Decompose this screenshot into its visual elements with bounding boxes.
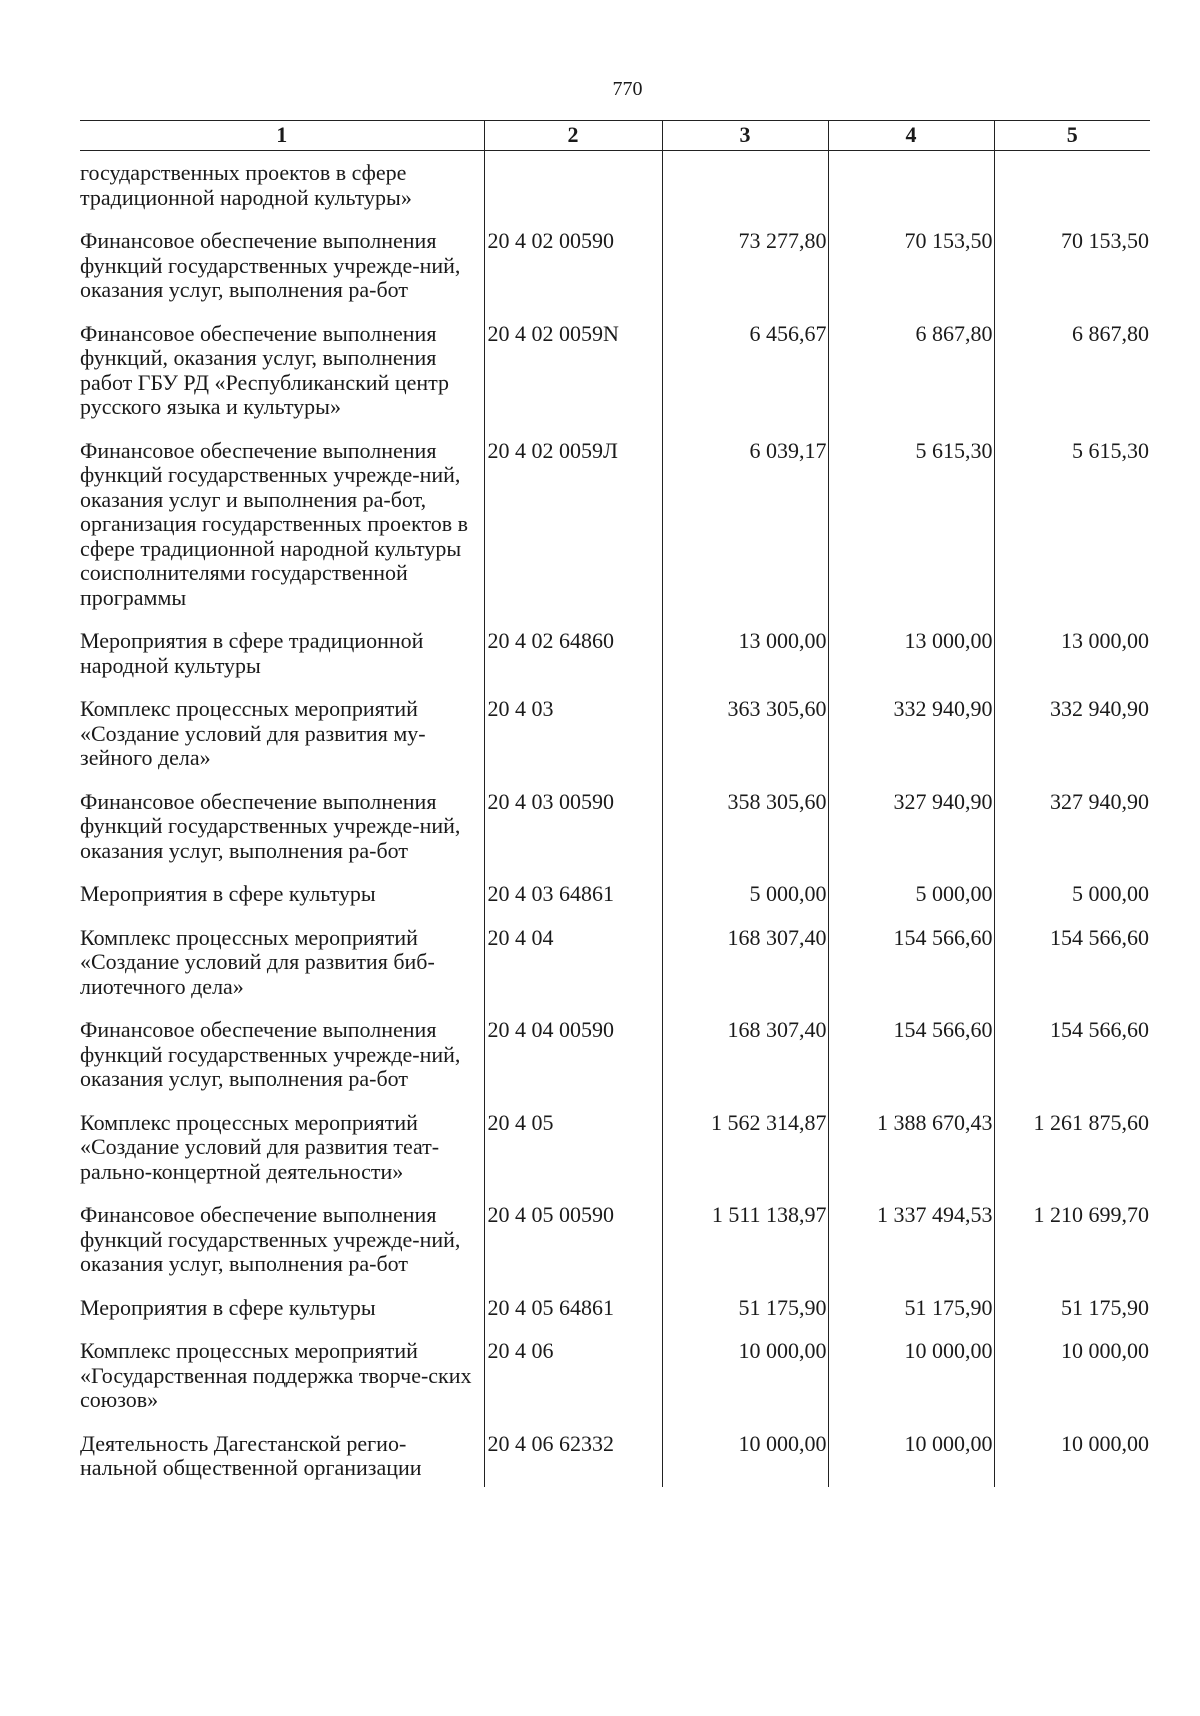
- row-code-cell: 20 4 02 00590: [484, 229, 662, 322]
- row-code-cell: 20 4 05 00590: [484, 1203, 662, 1296]
- row-name-cell: Мероприятия в сфере традиционной народной культуры: [80, 628, 424, 678]
- row-value-col3: 1 562 314,87: [662, 1111, 828, 1204]
- table-row: [80, 790, 1150, 883]
- row-value-col4: 154 566,60: [828, 926, 994, 1019]
- row-value-col4: 332 940,90: [828, 697, 994, 790]
- row-value-col5: 10 000,00: [994, 1339, 1150, 1432]
- table-row: [80, 926, 1150, 1019]
- row-name-cell: Мероприятия в сфере культуры: [80, 1294, 376, 1320]
- row-value-col5: 327 940,90: [994, 790, 1150, 883]
- table-row: [80, 629, 1150, 697]
- row-value-col3: 73 277,80: [662, 229, 828, 322]
- row-value-col4: 1 337 494,53: [828, 1203, 994, 1296]
- table-row: [80, 439, 1150, 630]
- row-value-col4: 51 175,90: [828, 1296, 994, 1340]
- row-name-cell: Деятельность Дагестанской регио-нальной общественной организации: [80, 1430, 422, 1480]
- row-code-cell: 20 4 04 00590: [484, 1018, 662, 1111]
- budget-table: [80, 120, 1150, 1487]
- row-code-cell: [484, 151, 662, 230]
- table-row: [80, 697, 1150, 790]
- row-value-col3: 51 175,90: [662, 1296, 828, 1340]
- page-number: 770: [612, 78, 643, 100]
- row-name-cell: Финансовое обеспечение выполнения функций государственных учрежде-ний, оказания услуг, выполнения ра-бот: [80, 1017, 461, 1091]
- row-code-cell: 20 4 05: [484, 1111, 662, 1204]
- row-name-cell: Мероприятия в сфере культуры: [80, 881, 376, 906]
- row-value-col3: 5 000,00: [662, 882, 828, 926]
- column-header-4: 4: [828, 121, 994, 151]
- row-value-col5: 6 867,80: [994, 322, 1150, 439]
- row-value-col3: 10 000,00: [662, 1339, 828, 1432]
- table-row: [80, 1339, 1150, 1432]
- row-value-col5: 1 261 875,60: [994, 1111, 1150, 1204]
- row-code-cell: 20 4 03: [484, 697, 662, 790]
- row-name-cell: Финансовое обеспечение выполнения функций государственных учрежде-ний, оказания услуг и выполнения ра-бот, организация государственных проектов в сфере традиционной народной культуры соисполнителями государственной программы: [80, 437, 469, 610]
- row-value-col5: 5 000,00: [994, 882, 1150, 926]
- row-value-col4: 1 388 670,43: [828, 1111, 994, 1204]
- row-value-col4: 154 566,60: [828, 1018, 994, 1111]
- row-value-col5: 13 000,00: [994, 629, 1150, 697]
- table-body: [80, 151, 1150, 1487]
- row-value-col5: 5 615,30: [994, 439, 1150, 630]
- row-name-cell: Финансовое обеспечение выполнения функций государственных учрежде-ний, оказания услуг, выполнения ра-бот: [80, 788, 461, 863]
- row-code-cell: 20 4 03 00590: [484, 790, 662, 883]
- table-row: [80, 322, 1150, 439]
- table-row: [80, 1203, 1150, 1296]
- row-code-cell: 20 4 02 0059N: [484, 322, 662, 439]
- row-value-col3: 6 039,17: [662, 439, 828, 630]
- row-name-cell: Финансовое обеспечение выполнения функций государственных учрежде-ний, оказания услуг, выполнения ра-бот: [80, 228, 461, 302]
- row-value-col4: 5 615,30: [828, 439, 994, 630]
- row-value-col5: [994, 151, 1150, 230]
- row-value-col3: 168 307,40: [662, 926, 828, 1019]
- table-row: [80, 1111, 1150, 1204]
- row-value-col3: 1 511 138,97: [662, 1203, 828, 1296]
- row-value-col4: 13 000,00: [828, 629, 994, 697]
- row-name-cell: Комплекс процессных мероприятий «Создание условий для развития биб-лиотечного дела»: [80, 924, 435, 999]
- row-value-col4: 10 000,00: [828, 1432, 994, 1487]
- row-value-col4: 10 000,00: [828, 1339, 994, 1432]
- row-code-cell: 20 4 02 64860: [484, 629, 662, 697]
- row-name-cell: Комплекс процессных мероприятий «Государственная поддержка творче-ских союзов»: [80, 1338, 472, 1412]
- row-name-cell: Финансовое обеспечение выполнения функций, оказания услуг, выполнения работ ГБУ РД «Республиканский центр русского языка и культуры»: [80, 320, 450, 419]
- row-name-cell: Финансовое обеспечение выполнения функций государственных учрежде-ний, оказания услуг, выполнения ра-бот: [80, 1202, 461, 1276]
- row-code-cell: 20 4 03 64861: [484, 882, 662, 926]
- row-value-col3: 363 305,60: [662, 697, 828, 790]
- row-value-col5: 332 940,90: [994, 697, 1150, 790]
- row-code-cell: 20 4 02 0059Л: [484, 439, 662, 630]
- table-row: [80, 229, 1150, 322]
- row-value-col5: 51 175,90: [994, 1296, 1150, 1340]
- column-header-3: 3: [662, 121, 828, 151]
- table-row: [80, 1018, 1150, 1111]
- row-value-col5: 1 210 699,70: [994, 1203, 1150, 1296]
- column-header-1: 1: [80, 121, 484, 151]
- row-value-col4: 327 940,90: [828, 790, 994, 883]
- table-row: [80, 1296, 1150, 1340]
- row-value-col3: [662, 151, 828, 230]
- row-value-col3: 6 456,67: [662, 322, 828, 439]
- row-value-col3: 13 000,00: [662, 629, 828, 697]
- table-row: [80, 1432, 1150, 1487]
- row-value-col3: 168 307,40: [662, 1018, 828, 1111]
- row-code-cell: 20 4 05 64861: [484, 1296, 662, 1340]
- table-header-row: [80, 121, 1150, 151]
- row-value-col3: 10 000,00: [662, 1432, 828, 1487]
- row-value-col4: 5 000,00: [828, 882, 994, 926]
- row-code-cell: 20 4 06 62332: [484, 1432, 662, 1487]
- row-code-cell: 20 4 06: [484, 1339, 662, 1432]
- row-value-col5: 154 566,60: [994, 926, 1150, 1019]
- row-value-col3: 358 305,60: [662, 790, 828, 883]
- row-value-col4: 6 867,80: [828, 322, 994, 439]
- row-value-col5: 154 566,60: [994, 1018, 1150, 1111]
- row-value-col4: [828, 151, 994, 230]
- row-value-col5: 70 153,50: [994, 229, 1150, 322]
- row-value-col4: 70 153,50: [828, 229, 994, 322]
- row-code-cell: 20 4 04: [484, 926, 662, 1019]
- column-header-2: 2: [484, 121, 662, 151]
- row-name-cell: Комплекс процессных мероприятий «Создание условий для развития му-зейного дела»: [80, 696, 426, 770]
- column-header-5: 5: [994, 121, 1150, 151]
- row-name-cell: государственных проектов в сфере традиционной народной культуры»: [80, 160, 412, 210]
- table-row: [80, 882, 1150, 926]
- table-row: [80, 151, 1150, 230]
- row-name-cell: Комплекс процессных мероприятий «Создание условий для развития теат-рально-концертной деятельности»: [80, 1109, 440, 1184]
- row-value-col5: 10 000,00: [994, 1432, 1150, 1487]
